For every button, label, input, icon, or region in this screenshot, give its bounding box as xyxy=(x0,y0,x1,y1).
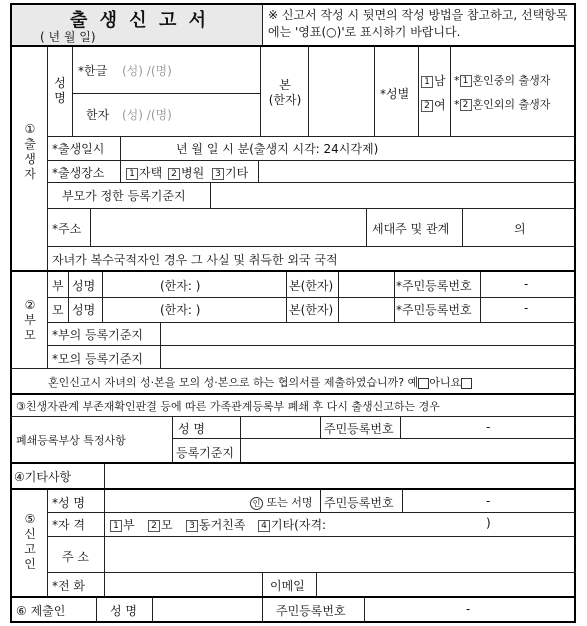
qual-option-cohabitant[interactable]: 3 동거친족 xyxy=(186,516,245,533)
reporter-name-label: *성 명 xyxy=(52,496,85,510)
marriage-yes-checkbox[interactable] xyxy=(418,378,429,389)
section3-rrn-field[interactable]: - xyxy=(486,420,491,434)
householder-relation[interactable]: 의 xyxy=(514,222,526,236)
mother-label: 모 xyxy=(52,303,64,317)
reporter-signature[interactable]: 인 또는 서명 xyxy=(250,494,313,510)
hangul-name-field[interactable]: (성) /(명) xyxy=(122,64,172,78)
mother-rrn-label: *주민등록번호 xyxy=(396,303,472,317)
gender-option-male[interactable]: 1 남 xyxy=(421,72,446,89)
child-section-label: ① 출 생 자 xyxy=(24,122,36,181)
place-option-other[interactable]: 3 기타 xyxy=(212,164,248,181)
section3-heading: ③친생자관계 부존재확인판결 등에 따른 가족관계등록부 폐쇄 후 다시 출생신고하는 경우 xyxy=(16,400,440,413)
reporter-address-label: 주 소 xyxy=(62,550,89,564)
hanja-name-field[interactable]: (성) /(명) xyxy=(122,108,172,122)
reporter-phone-label: *전 화 xyxy=(52,579,85,593)
birth-place-label: *출생장소 xyxy=(52,166,105,180)
date-line: ( 년 월 일) xyxy=(40,30,96,44)
submitter-rrn-field[interactable]: - xyxy=(466,602,471,616)
reporter-rrn-label: 주민등록번호 xyxy=(324,496,394,510)
birth-datetime-field[interactable]: 년 월 일 시 분(출생지 시각: 24시각제) xyxy=(176,142,379,156)
submitter-rrn-label: 주민등록번호 xyxy=(276,604,346,618)
instruction-notice: ※ 신고서 작성 시 뒷면의 작성 방법을 참고하고, 선택항목에는 '영표(○)'로 표시하기 바랍니다. xyxy=(268,8,568,39)
mother-bon: 본(한자) xyxy=(289,303,334,317)
gender-option-female[interactable]: 2 여 xyxy=(421,96,446,113)
mother-hanja[interactable]: (한자: ) xyxy=(160,303,201,317)
householder-label: 세대주 및 관계 xyxy=(372,222,450,236)
marriage-agreement-question: 혼인신고시 자녀의 성·본을 모의 성·본으로 하는 협의서를 제출하였습니까? 예 아니요 xyxy=(48,374,472,390)
place-option-hospital[interactable]: 2 병원 xyxy=(168,164,204,181)
father-label: 부 xyxy=(52,279,64,293)
address-label: *주소 xyxy=(52,222,82,236)
father-bon: 본(한자) xyxy=(289,279,334,293)
birth-datetime-label: *출생일시 xyxy=(52,142,105,156)
reporter-rrn-field[interactable]: - xyxy=(486,494,491,508)
other-notes-label: ④기타사항 xyxy=(14,470,72,484)
registry-label: 부모가 정한 등록기준지 xyxy=(62,189,186,203)
reporter-section-label: ⑤ 신 고 인 xyxy=(24,512,36,571)
qual-option-mother[interactable]: 2 모 xyxy=(148,516,173,533)
mother-name-label: 성명 xyxy=(72,303,96,317)
mother-registry-label: *모의 등록기준지 xyxy=(52,352,143,366)
submitter-name-label: 성 명 xyxy=(110,604,137,618)
hanja-label: 한자 xyxy=(86,108,110,122)
place-option-home[interactable]: 1 자택 xyxy=(126,164,162,181)
closed-registry-label: 폐쇄등록부상 특정사항 xyxy=(16,434,126,447)
marital-option-1[interactable]: * 1 혼인중의 출생자 xyxy=(454,74,551,87)
parents-section-label: ② 부 모 xyxy=(24,298,36,342)
form-title: 출 생 신 고 서 xyxy=(70,10,210,31)
section3-rrn-label: 주민등록번호 xyxy=(324,422,394,436)
section3-registry-label: 등록기준지 xyxy=(176,446,234,460)
father-rrn-field[interactable]: - xyxy=(524,277,529,291)
seal-icon: 인 xyxy=(250,497,263,510)
bon-label: 본 (한자) xyxy=(268,78,302,107)
qual-option-other[interactable]: 4 기타(자격: xyxy=(258,516,326,533)
qual-close-paren: ) xyxy=(486,516,491,530)
name-label: 성 명 xyxy=(54,76,66,105)
reporter-qualification-label: *자 격 xyxy=(52,518,85,532)
qual-option-father[interactable]: 1 부 xyxy=(110,516,135,533)
gender-label: *성별 xyxy=(380,87,410,101)
section3-name-label: 성 명 xyxy=(178,422,205,436)
submitter-section-label: ⑥ 제출인 xyxy=(16,604,66,618)
mother-rrn-field[interactable]: - xyxy=(524,301,529,315)
father-name-label: 성명 xyxy=(72,279,96,293)
marriage-no-checkbox[interactable] xyxy=(461,378,472,389)
foreign-nationality-label: 자녀가 복수국적자인 경우 그 사실 및 취득한 외국 국적 xyxy=(52,253,338,267)
reporter-email-label: 이메일 xyxy=(270,579,305,593)
father-hanja[interactable]: (한자: ) xyxy=(160,279,201,293)
marital-option-2[interactable]: * 2 혼인외의 출생자 xyxy=(454,98,551,111)
father-rrn-label: *주민등록번호 xyxy=(396,279,472,293)
father-registry-label: *부의 등록기준지 xyxy=(52,328,143,342)
hangul-label: *한글 xyxy=(78,64,108,78)
